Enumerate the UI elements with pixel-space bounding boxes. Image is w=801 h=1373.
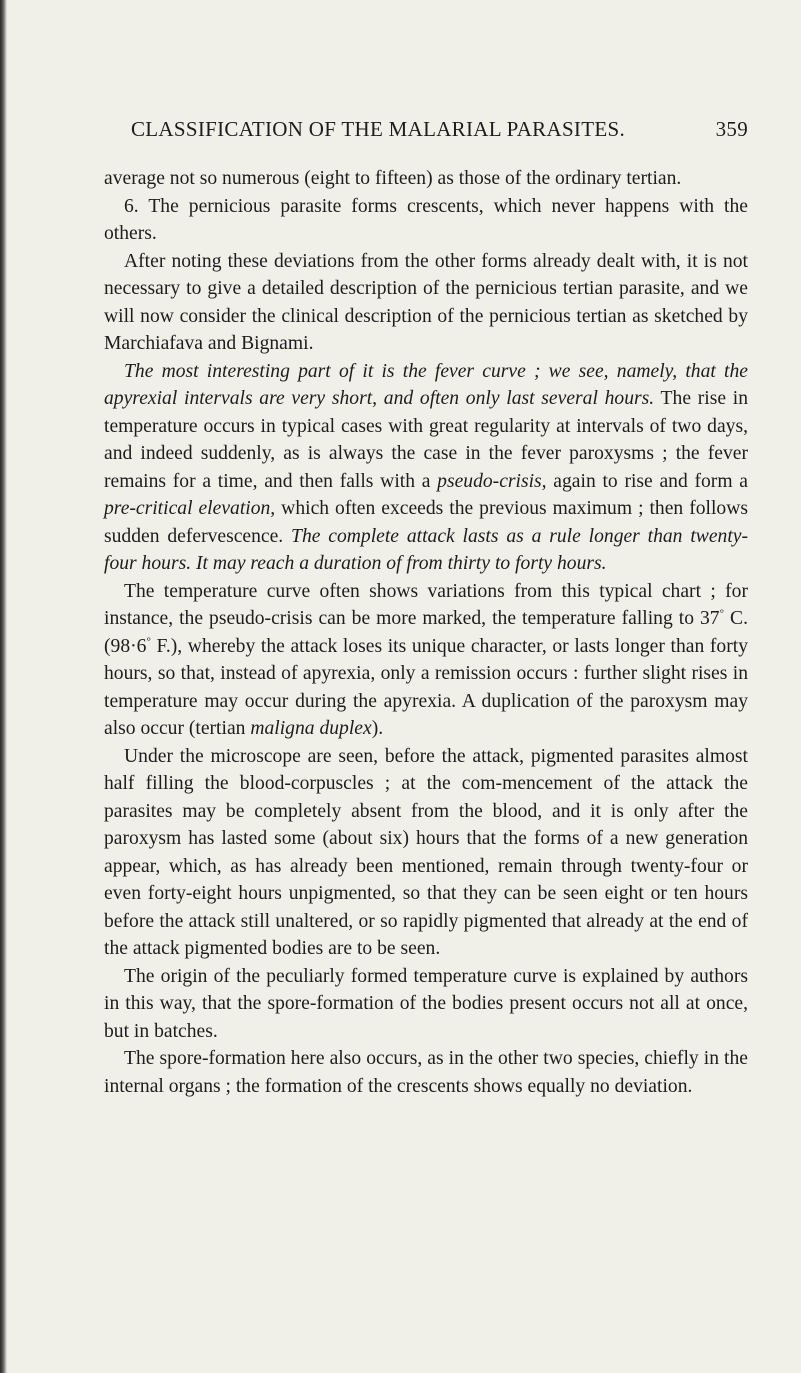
text-run: The spore-formation here also occurs, as in the other two species, chiefly in the internal organs ; the formation of the crescents shows equally no deviation. bbox=[104, 1048, 748, 1097]
paragraph bbox=[104, 193, 748, 248]
text-run: F.), whereby the attack loses its unique character, or lasts longer than forty hours, so that, instead of apyrexia, only a remission occurs : further slight rises in temperature may occur during the apyrexia. A duplication of the paroxysm may also occur (tertian bbox=[104, 635, 748, 739]
degree-sign: ° bbox=[719, 607, 725, 620]
running-head bbox=[104, 117, 748, 147]
italic-text: The complete attack lasts as a rule longer than twenty-four hours. It may reach a duration of from thirty to forty hours. bbox=[104, 525, 748, 574]
text-run: The rise in temperature occurs in typical cases with great regularity at intervals of two days, and indeed suddenly, as is always the case in the fever paroxysms ; the fever remains for a time, and then falls with a bbox=[104, 388, 749, 492]
paragraph bbox=[104, 963, 748, 1046]
running-title: CLASSIFICATION OF THE MALARIAL PARASITES. bbox=[131, 117, 625, 141]
text-run: Under the microscope are seen, before the attack, pigmented parasites almost half filling the blood-corpuscles ; at the com-mencement of the attack the parasites may be completely absent from the blood, and it is only after the paroxysm has lasted some (about six) hours that the forms of a new generation appear, which, as has already been mentioned, remain through twenty-four or even forty-eight hours unpigmented, so that they can be seen eight or ten hours before the attack still unaltered, or so rapidly pigmented that already at the end of the attack pigmented bodies are to be seen. bbox=[104, 745, 748, 959]
text-run: ). bbox=[371, 718, 384, 739]
text-run: 6. The pernicious parasite forms crescents, which never happens with the others. bbox=[104, 195, 748, 244]
text-run: which often exceeds the previous maximum ; then follows sudden defervescence. bbox=[104, 498, 748, 547]
italic-text: pseudo-crisis, bbox=[437, 470, 547, 492]
text-run: The temperature curve often shows variations from this typical chart ; for instance, the pseudo-crisis can be more marked, the temperature falling to 37 bbox=[104, 580, 748, 629]
italic-text: pre-critical elevation, bbox=[104, 498, 276, 519]
paragraph bbox=[104, 578, 748, 743]
text-run: After noting these deviations from the other forms already dealt with, it is not necessary to give a detailed description of the pernicious tertian parasite, and we will now consider the clinical description of the pernicious tertian as sketched by Marchiafava and Bignami. bbox=[104, 250, 748, 354]
page-number: 359 bbox=[715, 117, 748, 141]
text-run: The origin of the peculiarly formed temperature curve is explained by authors in this way, that the spore-formation of the bodies present occurs not all at once, but in batches. bbox=[104, 965, 748, 1042]
degree-sign: ° bbox=[146, 634, 151, 647]
paragraph bbox=[104, 358, 748, 578]
paragraph bbox=[104, 1045, 748, 1100]
paragraph bbox=[104, 743, 748, 963]
paragraph bbox=[104, 165, 748, 193]
text-run: average not so numerous (eight to fifteen) as those of the ordinary tertian. bbox=[104, 168, 682, 189]
text-run: C. (98·6 bbox=[104, 608, 748, 657]
italic-text: maligna duplex bbox=[250, 718, 372, 739]
body-text bbox=[104, 165, 748, 1100]
page-binding-edge bbox=[0, 0, 7, 1373]
italic-text: The most interesting part of it is the fever curve ; we see, namely, that the apyrexial intervals are very short, and often only last several hours. bbox=[104, 360, 748, 409]
text-run: again to rise and form a bbox=[546, 470, 748, 492]
paragraph bbox=[104, 248, 748, 358]
